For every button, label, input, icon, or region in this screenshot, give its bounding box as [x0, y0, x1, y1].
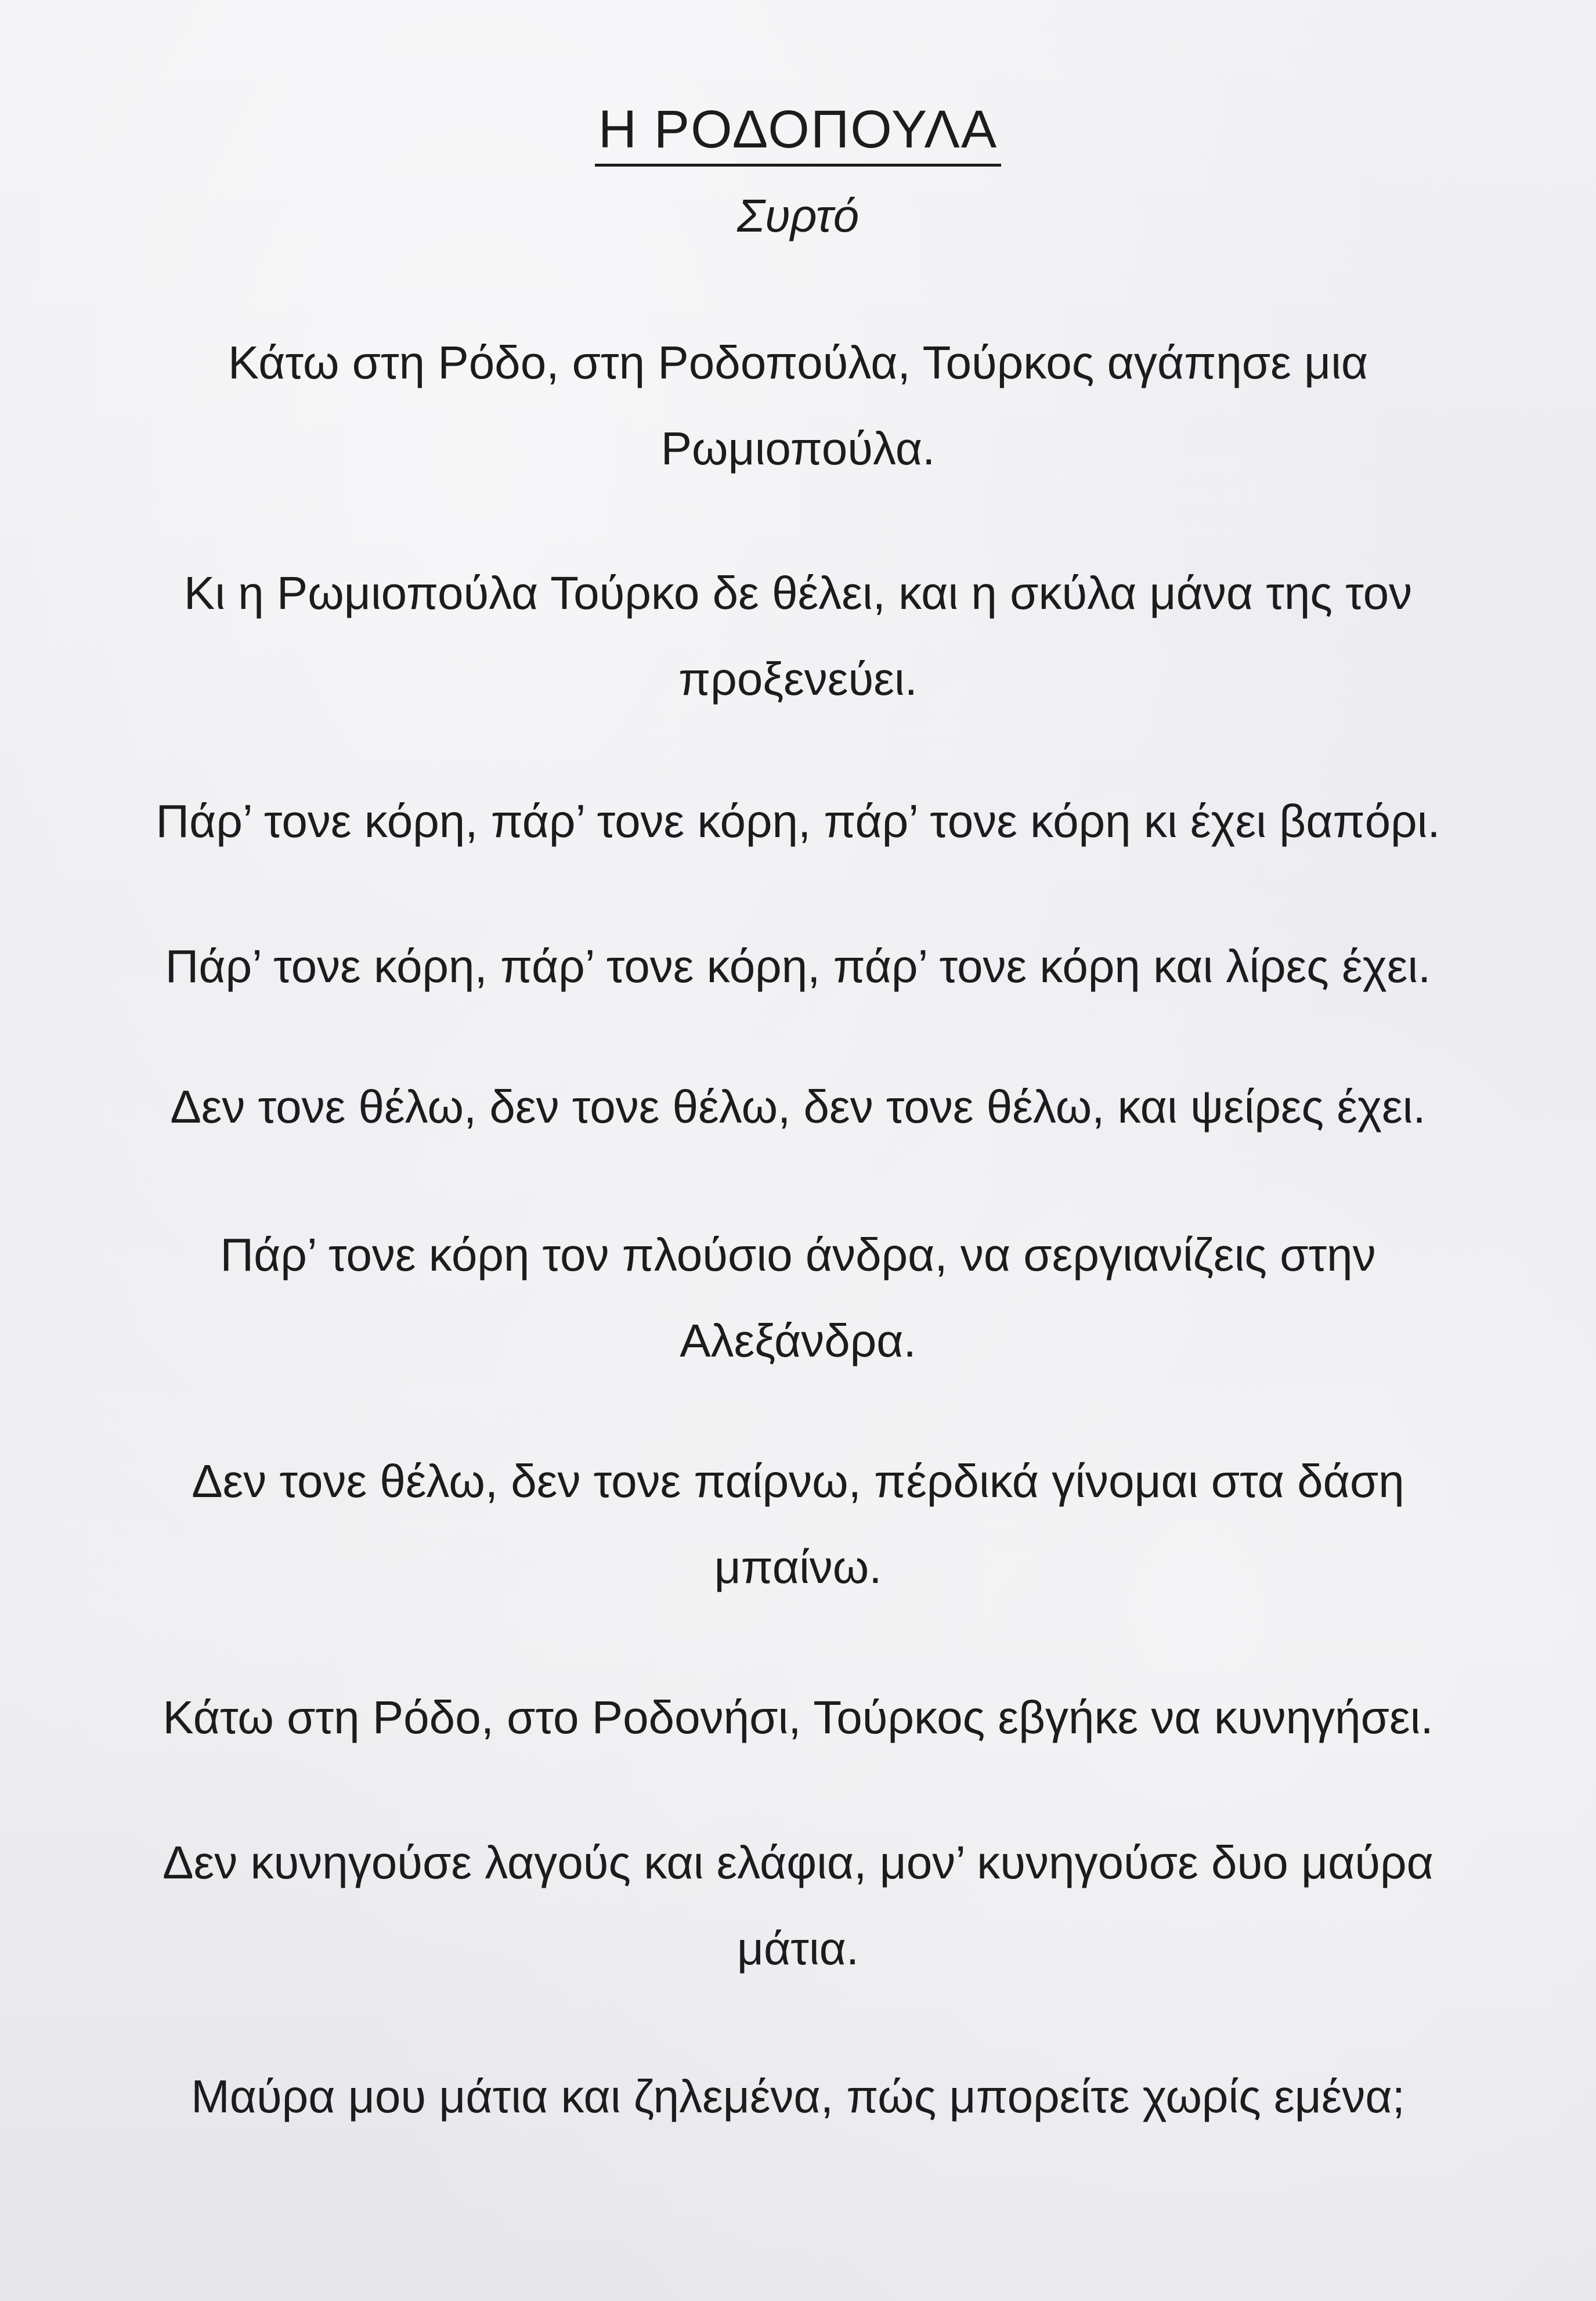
- verse-2: [93, 550, 1503, 722]
- verse-line: Κάτω στη Ρόδο, στη Ροδοπούλα, Τούρκος αγάπησε μια: [228, 337, 1368, 388]
- verse-4: [93, 924, 1503, 1009]
- verse-line: Δεν τονε θέλω, δεν τονε θέλω, δεν τονε θέλω, και ψείρες έχει.: [170, 1081, 1426, 1133]
- verse-1: [93, 320, 1503, 492]
- verse-7: [93, 1438, 1503, 1610]
- verse-line: Δεν κυνηγούσε λαγούς και ελάφια, μον’ κυνηγούσε δυο μαύρα: [163, 1837, 1433, 1888]
- dance-type-subtitle: Συρτό: [736, 190, 860, 241]
- verse-6: [93, 1212, 1503, 1384]
- verse-line: Κι η Ρωμιοπούλα Τούρκο δε θέλει, και η σκύλα μάνα της τον: [183, 567, 1413, 619]
- verse-9: [93, 1820, 1503, 1992]
- verse-line: Αλεξάνδρα.: [680, 1315, 916, 1366]
- verse-8: [93, 1675, 1503, 1761]
- verse-line: Πάρ’ τονε κόρη τον πλούσιο άνδρα, να σεργιανίζεις στην: [220, 1229, 1376, 1281]
- verse-line: Πάρ’ τονε κόρη, πάρ’ τονε κόρη, πάρ’ τονε κόρη κι έχει βαπόρι.: [156, 795, 1440, 847]
- verse-10: [93, 2054, 1503, 2140]
- verse-line: Μαύρα μου μάτια και ζηλεμένα, πώς μπορείτε χωρίς εμένα;: [191, 2071, 1405, 2122]
- verse-line: προξενεύει.: [678, 653, 918, 705]
- verse-line: Ρωμιοπούλα.: [660, 423, 936, 474]
- song-title-text: Η ΡΟΔΟΠΟΥΛΑ: [595, 98, 1001, 167]
- verse-line: Δεν τονε θέλω, δεν τονε παίρνω, πέρδικά γίνομαι στα δάση: [192, 1455, 1404, 1507]
- verse-line: Πάρ’ τονε κόρη, πάρ’ τονε κόρη, πάρ’ τονε κόρη και λίρες έχει.: [165, 940, 1431, 992]
- verse-line: Κάτω στη Ρόδο, στο Ροδονήσι, Τούρκος εβγήκε να κυνηγήσει.: [163, 1692, 1433, 1743]
- song-title: [0, 98, 1596, 167]
- verse-line: μπαίνω.: [714, 1541, 882, 1593]
- verse-5: [93, 1064, 1503, 1150]
- verse-3: [93, 778, 1503, 864]
- verse-line: μάτια.: [736, 1923, 860, 1974]
